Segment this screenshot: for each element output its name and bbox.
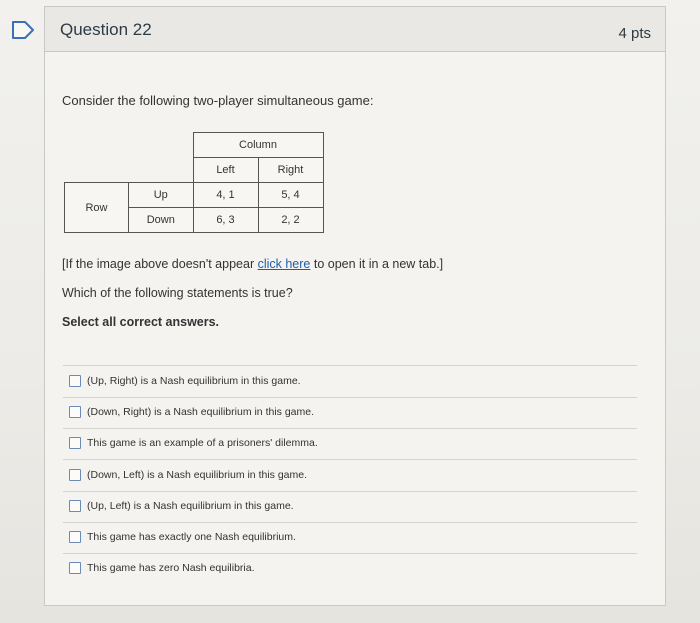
checkbox-icon[interactable] — [69, 469, 81, 481]
answer-option-label: (Down, Left) is a Nash equilibrium in this game. — [87, 469, 308, 481]
answer-divider — [63, 491, 637, 492]
question-card — [44, 6, 666, 606]
answer-divider — [63, 397, 637, 398]
row-player-header: Row — [65, 183, 129, 233]
column-player-header: Column — [193, 133, 323, 158]
payoff-down-right: 2, 2 — [258, 208, 323, 233]
col-label-right: Right — [258, 158, 323, 183]
answer-option[interactable] — [69, 465, 307, 485]
checkbox-icon[interactable] — [69, 437, 81, 449]
question-title: Question 22 — [60, 20, 152, 39]
checkbox-icon[interactable] — [69, 531, 81, 543]
row-label-down: Down — [129, 208, 194, 233]
checkbox-icon[interactable] — [69, 406, 81, 418]
question-points: 4 pts — [618, 25, 651, 42]
checkbox-icon[interactable] — [69, 562, 81, 574]
answer-option[interactable] — [69, 402, 314, 422]
payoff-up-left: 4, 1 — [193, 183, 258, 208]
table-blank-cell — [129, 158, 194, 183]
question-instruction: Select all correct answers. — [62, 315, 220, 329]
image-fallback-note — [62, 257, 443, 271]
payoff-up-right: 5, 4 — [258, 183, 323, 208]
answer-divider — [63, 365, 637, 366]
answer-option-label: This game has zero Nash equilibria. — [87, 562, 255, 574]
answer-divider — [63, 553, 637, 554]
row-label-up: Up — [129, 183, 194, 208]
question-prompt: Consider the following two-player simultaneous game: — [62, 93, 374, 108]
answer-option[interactable] — [69, 496, 294, 516]
answer-option-label: This game is an example of a prisoners' dilemma. — [87, 437, 318, 449]
answer-divider — [63, 459, 637, 460]
click-here-link[interactable]: click here — [257, 257, 311, 271]
note-prefix: [If the image above doesn't appear — [62, 257, 258, 271]
table-blank-cell — [65, 133, 129, 158]
answer-option-label: This game has exactly one Nash equilibrium. — [87, 531, 296, 543]
question-header — [45, 7, 665, 52]
payoff-down-left: 6, 3 — [193, 208, 258, 233]
payoff-matrix — [64, 132, 324, 233]
checkbox-icon[interactable] — [69, 375, 81, 387]
bookmark-flag-icon[interactable] — [10, 20, 36, 40]
answer-divider — [63, 428, 637, 429]
question-ask: Which of the following statements is true? — [62, 286, 293, 300]
col-label-left: Left — [193, 158, 258, 183]
answer-option[interactable] — [69, 433, 318, 453]
answer-option-label: (Up, Left) is a Nash equilibrium in this game. — [87, 500, 294, 512]
table-blank-cell — [65, 158, 129, 183]
answer-option[interactable] — [69, 371, 301, 391]
answer-option-label: (Up, Right) is a Nash equilibrium in this game. — [87, 375, 301, 387]
note-suffix: to open it in a new tab.] — [310, 257, 444, 271]
answer-option[interactable] — [69, 527, 296, 547]
table-blank-cell — [129, 133, 194, 158]
answer-option[interactable] — [69, 558, 255, 578]
answer-option-label: (Down, Right) is a Nash equilibrium in this game. — [87, 406, 315, 418]
checkbox-icon[interactable] — [69, 500, 81, 512]
answer-divider — [63, 522, 637, 523]
